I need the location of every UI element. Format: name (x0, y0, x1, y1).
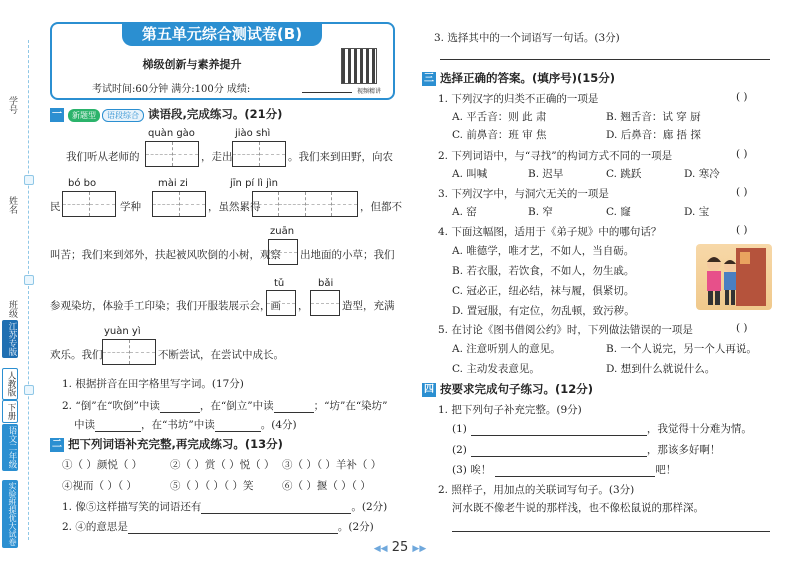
choice-option[interactable]: D. 想到什么就说什么。 (606, 363, 716, 375)
choice-option[interactable]: B. 若衣服，若饮食，不如人，勿生戚。 (452, 265, 635, 277)
passage-text: ，虽然累得 (208, 201, 261, 213)
idiom-item: ①（ ）颜悦（ ） (62, 459, 143, 471)
choice-option[interactable]: C. 跳跃 (606, 168, 642, 180)
sentence-part: (3) 唉！ (452, 464, 492, 476)
answer-blank[interactable] (201, 513, 351, 514)
choice-option[interactable]: B. 迟早 (528, 168, 564, 180)
passage-text: 参观染坊，体验手工印染；我们开服装展示会，画 (50, 300, 281, 312)
passage-text: 叫苦；我们来到郊外，扶起被风吹倒的小树，观察 (50, 249, 281, 261)
choice-option[interactable]: A. 叫喊 (452, 168, 488, 180)
prev-arrow-icon[interactable]: ◀◀ (373, 544, 388, 554)
cut-marker (24, 385, 34, 395)
sentence-part: ，那该多好啊！ (646, 444, 721, 456)
question-text: 2. 照样子，用加点的关联词写句子。(3分) (438, 484, 635, 496)
question-text (62, 398, 388, 413)
idiom-item: ③（ ）（ ）羊补（ ） (282, 459, 382, 471)
page-number-text: 25 (391, 540, 409, 555)
section-3-heading (422, 70, 615, 86)
next-arrow-icon[interactable]: ▶▶ (412, 544, 427, 554)
writing-grid[interactable] (310, 290, 340, 316)
passage-text: 我们听从老师的 (66, 151, 140, 163)
choice-option[interactable]: C. 主动发表意见。 (452, 363, 540, 375)
passage-text: 造型，充满 (342, 300, 395, 312)
choice-option[interactable]: D. 后鼻音：廊 捂 探 (606, 129, 701, 141)
question-part: 。(2分) (337, 521, 374, 533)
choice-option[interactable]: D. 置冠服，有定位，勿乱顿，致污秽。 (452, 305, 635, 317)
choice-option[interactable]: C. 冠必正，纽必结，袜与履，俱紧切。 (452, 285, 635, 297)
choice-question-stem: 5. 在讨论《图书借阅公约》时，下列做法错误的一项是 (438, 324, 693, 336)
spine-tag-publisher: 江苏专版 (2, 320, 18, 358)
question-text (62, 519, 374, 534)
writing-grid[interactable] (145, 141, 199, 167)
writing-grid[interactable] (268, 239, 298, 265)
choice-question-stem: 1. 下列汉字的归类不正确的一项是 (438, 93, 599, 105)
page-number (355, 540, 445, 555)
answer-blank[interactable] (95, 431, 141, 432)
score-blank[interactable] (302, 92, 352, 93)
pinyin: quàn gào (148, 128, 195, 139)
cut-marker (24, 275, 34, 285)
passage-text: 不断尝试，在尝试中成长。 (158, 349, 284, 361)
answer-paren[interactable]: ( ) (736, 91, 748, 103)
question-part: 2. “倒”在“吹倒”中读 (62, 400, 160, 412)
question-part: 1. 像⑤这样描写笑的词语还有 (62, 501, 202, 513)
idiom-item: ④视而（ ）（ ） (62, 480, 137, 492)
choice-question-stem: 3. 下列汉字中，与洞穴无关的一项是 (438, 188, 609, 200)
section-4-heading (422, 381, 593, 397)
passage-text: 欢乐。我们 (50, 349, 103, 361)
choice-option[interactable]: B. 翘舌音：试 穿 厨 (606, 111, 701, 123)
section-1-heading (50, 106, 282, 122)
sentence-item (452, 421, 752, 436)
spine-tag-edition: 人教版 (2, 368, 18, 400)
writing-grid[interactable] (232, 141, 286, 167)
question-text (74, 417, 297, 432)
question-text: 1. 把下列句子补充完整。(9分) (438, 404, 582, 416)
writing-grid[interactable] (252, 191, 358, 217)
student-id-label: 学号 (7, 96, 17, 114)
choice-question-stem: 2. 下列词语中，与“寻找”的构词方式不同的一项是 (438, 150, 673, 162)
idiom-item: ⑥（ ）揠（ ）（ ） (282, 480, 371, 492)
spine-tag-term: 下册 (2, 400, 18, 423)
answer-blank[interactable] (128, 533, 338, 534)
answer-paren[interactable]: ( ) (736, 186, 748, 198)
sentence-part: 吧！ (655, 464, 677, 476)
answer-blank[interactable] (215, 431, 261, 432)
idiom-item: ②（ ）赏（ ）悦（ ） (170, 459, 275, 471)
section-number: 三 (424, 72, 434, 84)
choice-option[interactable]: C. 前鼻音：班 审 焦 (452, 129, 547, 141)
sentence-part: (2) (452, 444, 467, 456)
writing-grid[interactable] (62, 191, 116, 217)
passage-text: 出地面的小草；我们 (300, 249, 395, 261)
answer-paren[interactable]: ( ) (736, 224, 748, 236)
section-number: 一 (52, 108, 62, 120)
answer-paren[interactable]: ( ) (736, 322, 748, 334)
class-label: 班级 (7, 300, 17, 318)
name-label: 姓名 (7, 196, 17, 214)
passage-text: 。我们来到田野，向农 (288, 151, 393, 163)
writing-grid[interactable] (152, 191, 206, 217)
answer-blank[interactable] (160, 412, 200, 413)
sentence-item (452, 442, 720, 457)
answer-line[interactable] (452, 520, 770, 532)
section-number: 二 (52, 438, 62, 450)
idiom-item: ⑤（ ）（ ）（ ）笑 (170, 480, 254, 492)
section-4-title: 按要求完成句子练习。(12分) (440, 382, 594, 396)
answer-blank[interactable] (471, 456, 647, 457)
example-sentence: 河水既不像老牛说的那样浅，也不像松鼠说的那样深。 (452, 502, 704, 514)
section-number: 四 (424, 383, 434, 395)
cut-line (28, 40, 29, 540)
question-text (62, 499, 387, 514)
qr-label: 视频精讲 (356, 88, 381, 95)
page-subtitle: 梯级创新与素养提升 (142, 58, 242, 71)
choice-option[interactable]: B. 窄 (528, 206, 553, 218)
choice-option[interactable]: D. 寒冷 (684, 168, 720, 180)
pinyin: mài zi (158, 178, 188, 189)
choice-option[interactable]: A. 唯德学，唯才艺，不如人，当自砺。 (452, 245, 635, 257)
answer-blank[interactable] (274, 412, 314, 413)
passage-text: ，走出 (201, 151, 233, 163)
choice-option[interactable]: A. 窑 (452, 206, 477, 218)
choice-option[interactable]: B. 一个人说完，另一个人再说。 (606, 343, 757, 355)
pinyin: jīn pí lì jìn (230, 178, 279, 189)
qr-code-icon[interactable] (341, 48, 377, 84)
writing-grid[interactable] (102, 339, 156, 365)
pinyin: bǎi (318, 278, 334, 289)
question-part: ，在“倒立”中读 (199, 400, 274, 412)
passage-text: ， (298, 300, 309, 312)
choice-option[interactable]: D. 宝 (684, 206, 710, 218)
question-part: 。(4分) (260, 419, 297, 431)
children-illustration (696, 244, 772, 310)
question-part: 中读 (74, 419, 95, 431)
question-part: ，在“书坊”中读 (141, 419, 215, 431)
answer-line[interactable] (440, 48, 770, 60)
passage-text: 民 (50, 201, 61, 213)
sentence-part: (1) (452, 423, 467, 435)
choice-option[interactable]: C. 窿 (606, 206, 631, 218)
pinyin: jiào shì (235, 128, 271, 139)
answer-paren[interactable]: ( ) (736, 148, 748, 160)
sentence-part: ，我觉得十分难为情。 (646, 423, 752, 435)
badge-new-type: 新题型 (68, 109, 100, 122)
question-part: 。(2分) (351, 501, 388, 513)
section-2-title: 把下列词语补充完整,再完成练习。(13分) (68, 437, 283, 451)
question-part: 2. ④的意思是 (62, 521, 128, 533)
question-part: ；“坊”在“染坊” (313, 400, 388, 412)
spine-brand: 实验班提优大试卷 (2, 480, 18, 548)
section-1-title: 读语段,完成练习。(21分) (148, 107, 283, 121)
passage-text: 学种 (120, 201, 141, 213)
passage-text: ，但都不 (360, 201, 402, 213)
test-header (50, 22, 395, 100)
cut-marker (24, 175, 34, 185)
question-text: 3. 选择其中的一个词语写一句话。(3分) (434, 32, 620, 44)
pinyin: zuān (270, 226, 295, 237)
section-3-title: 选择正确的答案。(填序号)(15分) (440, 71, 616, 85)
pinyin: yuàn yì (104, 326, 141, 337)
choice-option[interactable]: A. 平舌音：则 此 肃 (452, 111, 547, 123)
sentence-item (452, 462, 676, 477)
badge-passage: 语段综合 (102, 109, 144, 122)
pinyin: tǔ (274, 278, 285, 289)
page-title: 第五单元综合测试卷(B) (122, 22, 322, 46)
choice-option[interactable]: A. 注意听别人的意见。 (452, 343, 561, 355)
spine-tag-grade: 语文二年级 (2, 424, 18, 471)
answer-blank[interactable] (495, 476, 655, 477)
question-text: 1. 根据拼音在田字格里写字词。(17分) (62, 378, 244, 390)
section-2-heading (50, 436, 283, 452)
pinyin: bó bo (68, 178, 97, 189)
writing-grid[interactable] (266, 290, 296, 316)
answer-blank[interactable] (471, 435, 647, 436)
exam-info: 考试时间:60分钟 满分:100分 成绩: (92, 84, 251, 95)
binding-spine (0, 0, 46, 566)
choice-question-stem: 4. 下面这幅图，适用于《弟子规》中的哪句话？ (438, 226, 662, 238)
